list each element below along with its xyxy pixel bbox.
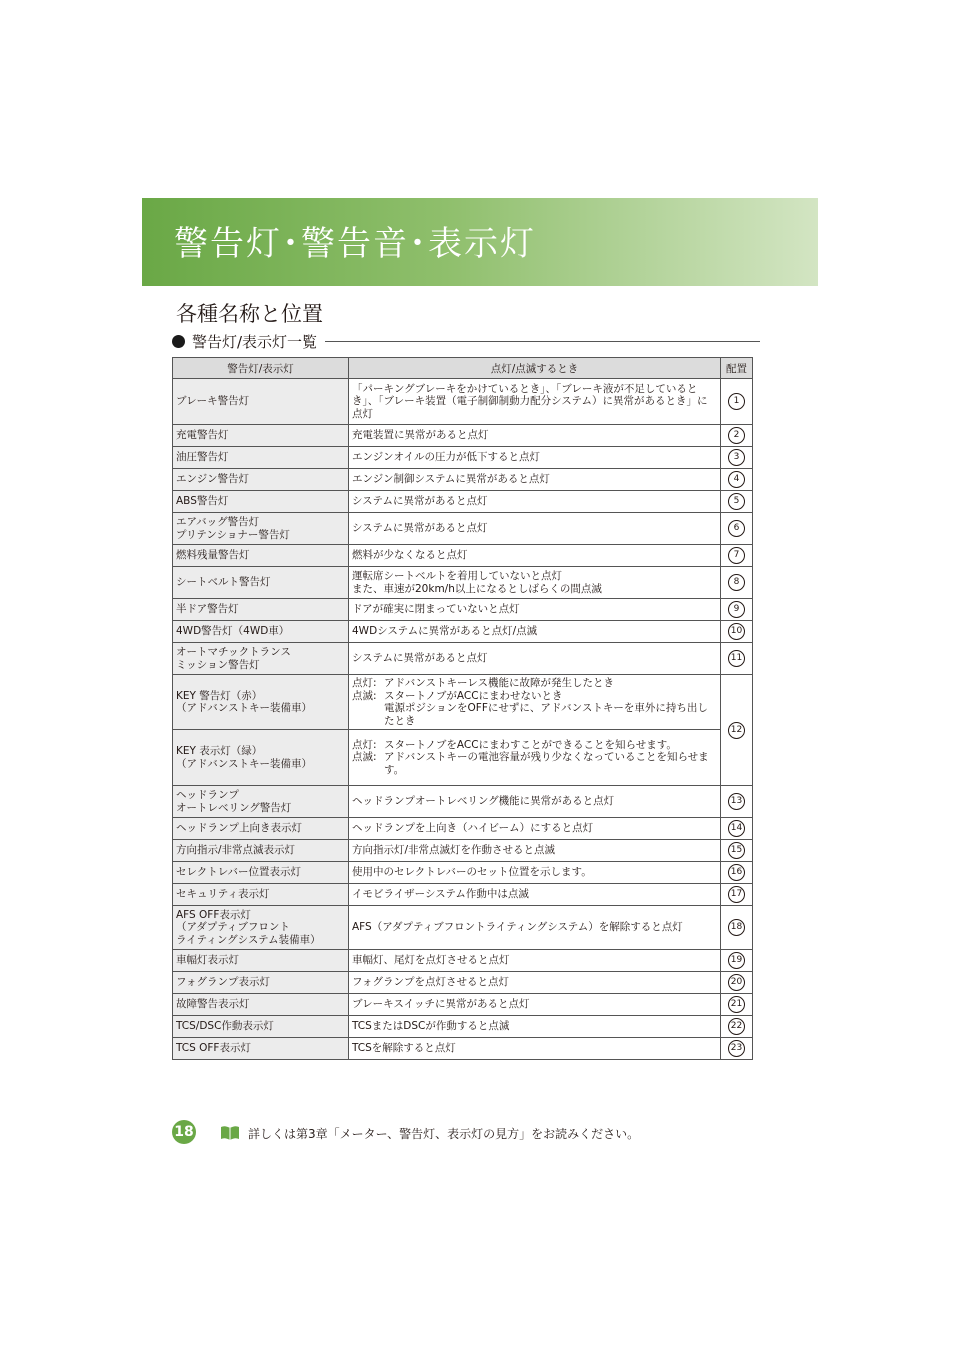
position-number: 12	[728, 722, 745, 739]
position-number: 9	[728, 601, 745, 618]
lamp-name: 充電警告灯	[173, 425, 349, 447]
condition-item	[352, 739, 717, 752]
lamp-name: ヘッドランプ オートレベリング警告灯	[173, 786, 349, 818]
condition-value: アドバンストキーの電池容量が残り少なくなっていることを知らせます。	[384, 751, 709, 776]
position-number: 22	[728, 1018, 745, 1035]
lamp-name: 半ドア警告灯	[173, 599, 349, 621]
page-title: 警告灯･警告音･表示灯	[174, 224, 536, 264]
lamp-name: オートマチックトランス ミッション警告灯	[173, 643, 349, 675]
table-row	[173, 840, 753, 862]
position-number: 13	[728, 793, 745, 810]
position-number: 21	[728, 996, 745, 1013]
lamp-name: ブレーキ警告灯	[173, 379, 349, 425]
lamp-condition: TCSを解除すると点灯	[349, 1038, 721, 1060]
position-cell	[721, 786, 753, 818]
lamp-name: 方向指示/非常点滅表示灯	[173, 840, 349, 862]
condition-value: スタートノブをACCにまわすことができることを知らせます。	[384, 738, 677, 751]
position-number: 10	[728, 623, 745, 640]
position-cell	[721, 972, 753, 994]
table-row	[173, 818, 753, 840]
position-cell	[721, 643, 753, 675]
lamp-name: フォグランプ表示灯	[173, 972, 349, 994]
title-banner	[142, 198, 818, 286]
header-condition: 点灯/点滅するとき	[349, 358, 721, 379]
lamp-name: セレクトレバー位置表示灯	[173, 862, 349, 884]
lamp-name: エンジン警告灯	[173, 469, 349, 491]
position-number: 3	[728, 449, 745, 466]
header-name: 警告灯/表示灯	[173, 358, 349, 379]
condition-key: 点灯:	[352, 738, 377, 751]
condition-item	[352, 677, 717, 690]
lamp-name: セキュリティ表示灯	[173, 884, 349, 906]
lamp-condition: AFS（アダプティブフロントライティングシステム）を解除すると点灯	[349, 906, 721, 950]
lamp-condition: TCSまたはDSCが作動すると点滅	[349, 1016, 721, 1038]
lamp-condition: 運転席シートベルトを着用していないと点灯 また、車速が20km/h以上になるとしばらくの間点滅	[349, 567, 721, 599]
position-number: 14	[728, 820, 745, 837]
position-cell	[721, 469, 753, 491]
table-row	[173, 1038, 753, 1060]
position-number: 5	[728, 493, 745, 510]
table-row	[173, 906, 753, 950]
position-cell	[721, 567, 753, 599]
table-row	[173, 950, 753, 972]
lamp-name: ヘッドランプ上向き表示灯	[173, 818, 349, 840]
lamp-condition: ブレーキスイッチに異常があると点灯	[349, 994, 721, 1016]
lamp-condition: 車幅灯、尾灯を点灯させると点灯	[349, 950, 721, 972]
heading-rule	[325, 341, 760, 342]
page-number: 18	[172, 1120, 196, 1144]
lamp-condition: エンジン制御システムに異常があると点灯	[349, 469, 721, 491]
position-cell	[721, 994, 753, 1016]
table-row	[173, 1016, 753, 1038]
position-number: 17	[728, 886, 745, 903]
position-cell	[721, 447, 753, 469]
condition-value: アドバンストキーレス機能に故障が発生したとき	[384, 677, 614, 689]
table-row	[173, 513, 753, 545]
position-number: 1	[728, 393, 745, 410]
position-number: 15	[728, 842, 745, 859]
condition-key: 点灯:	[352, 677, 377, 689]
header-position: 配置	[721, 358, 753, 379]
lamp-condition: 方向指示灯/非常点滅灯を作動させると点滅	[349, 840, 721, 862]
position-cell	[721, 379, 753, 425]
table-row	[173, 994, 753, 1016]
position-cell	[721, 545, 753, 567]
position-cell	[721, 621, 753, 643]
position-number: 20	[728, 974, 745, 991]
lamp-name: 故障警告表示灯	[173, 994, 349, 1016]
table-row	[173, 730, 753, 786]
position-cell	[721, 491, 753, 513]
lamp-condition: イモビライザーシステム作動中は点滅	[349, 884, 721, 906]
position-cell	[721, 425, 753, 447]
position-number: 6	[728, 520, 745, 537]
lamp-condition: 4WDシステムに異常があると点灯/点滅	[349, 621, 721, 643]
position-cell	[721, 950, 753, 972]
lamp-name: 車幅灯表示灯	[173, 950, 349, 972]
subsection-heading	[172, 330, 760, 352]
table-row	[173, 675, 753, 730]
warning-lamp-table	[172, 357, 753, 1060]
table-row	[173, 491, 753, 513]
book-icon	[220, 1125, 240, 1141]
table-row	[173, 786, 753, 818]
position-cell	[721, 1016, 753, 1038]
position-cell	[721, 1038, 753, 1060]
table-row	[173, 469, 753, 491]
position-cell	[721, 599, 753, 621]
lamp-condition: システムに異常があると点灯	[349, 643, 721, 675]
table-row	[173, 862, 753, 884]
table-header-row	[173, 358, 753, 379]
table-row	[173, 545, 753, 567]
table-row	[173, 621, 753, 643]
lamp-name: 油圧警告灯	[173, 447, 349, 469]
position-number: 11	[728, 650, 745, 667]
condition-key: 点滅:	[352, 689, 377, 702]
bullet-icon	[172, 335, 185, 348]
subsection-title: 警告灯/表示灯一覧	[192, 332, 318, 351]
position-cell	[721, 513, 753, 545]
lamp-condition: 使用中のセレクトレバーのセット位置を示します。	[349, 862, 721, 884]
lamp-name: TCS OFF表示灯	[173, 1038, 349, 1060]
lamp-name: シートベルト警告灯	[173, 567, 349, 599]
lamp-condition: エンジンオイルの圧力が低下すると点灯	[349, 447, 721, 469]
table-row	[173, 643, 753, 675]
lamp-condition: ヘッドランプオートレベリング機能に異常があると点灯	[349, 786, 721, 818]
lamp-name: ABS警告灯	[173, 491, 349, 513]
position-number: 19	[728, 952, 745, 969]
lamp-name: KEY 表示灯（緑） （アドバンストキー装備車）	[173, 730, 349, 786]
table-body	[173, 379, 753, 1060]
position-number: 7	[728, 547, 745, 564]
table-row	[173, 425, 753, 447]
position-number: 18	[728, 919, 745, 936]
lamp-condition: システムに異常があると点灯	[349, 491, 721, 513]
position-cell	[721, 840, 753, 862]
table-row	[173, 447, 753, 469]
lamp-condition: 燃料が少なくなると点灯	[349, 545, 721, 567]
lamp-name: エアバッグ警告灯 プリテンショナー警告灯	[173, 513, 349, 545]
lamp-condition: ヘッドランプを上向き（ハイビーム）にすると点灯	[349, 818, 721, 840]
position-cell	[721, 862, 753, 884]
lamp-condition: 「パーキングブレーキをかけているとき」、「ブレーキ液が不足しているとき」、「ブレーキ装置（電子制御制動力配分システム）に異常があるとき」に点灯	[349, 379, 721, 425]
lamp-condition: ドアが確実に閉まっていないと点灯	[349, 599, 721, 621]
lamp-name: AFS OFF表示灯 （アダプティブフロント ライティングシステム装備車）	[173, 906, 349, 950]
position-number: 2	[728, 427, 745, 444]
table-row	[173, 379, 753, 425]
lamp-name: 燃料残量警告灯	[173, 545, 349, 567]
position-cell	[721, 675, 753, 786]
position-cell	[721, 906, 753, 950]
lamp-condition	[349, 730, 721, 786]
lamp-condition	[349, 675, 721, 730]
table-row	[173, 599, 753, 621]
lamp-condition: フォグランプを点灯させると点灯	[349, 972, 721, 994]
lamp-name: TCS/DSC作動表示灯	[173, 1016, 349, 1038]
condition-value: スタートノブがACCにまわせないとき 電源ポジションをOFFにせずに、アドバンストキーを車外に持ち出したとき	[384, 689, 708, 727]
lamp-condition: システムに異常があると点灯	[349, 513, 721, 545]
table-row	[173, 884, 753, 906]
condition-item	[352, 751, 717, 776]
position-number: 8	[728, 574, 745, 591]
position-cell	[721, 884, 753, 906]
lamp-name: 4WD警告灯（4WD車）	[173, 621, 349, 643]
position-number: 16	[728, 864, 745, 881]
lamp-condition: 充電装置に異常があると点灯	[349, 425, 721, 447]
position-number: 4	[728, 471, 745, 488]
condition-key: 点滅:	[352, 751, 377, 764]
condition-item	[352, 690, 717, 728]
footnote: 詳しくは第3章「メーター、警告灯、表示灯の見方」をお読みください。	[248, 1127, 640, 1141]
position-cell	[721, 818, 753, 840]
section-title: 各種名称と位置	[176, 302, 323, 326]
table-row	[173, 567, 753, 599]
position-number: 23	[728, 1040, 745, 1057]
lamp-name: KEY 警告灯（赤） （アドバンストキー装備車）	[173, 675, 349, 730]
table-row	[173, 972, 753, 994]
